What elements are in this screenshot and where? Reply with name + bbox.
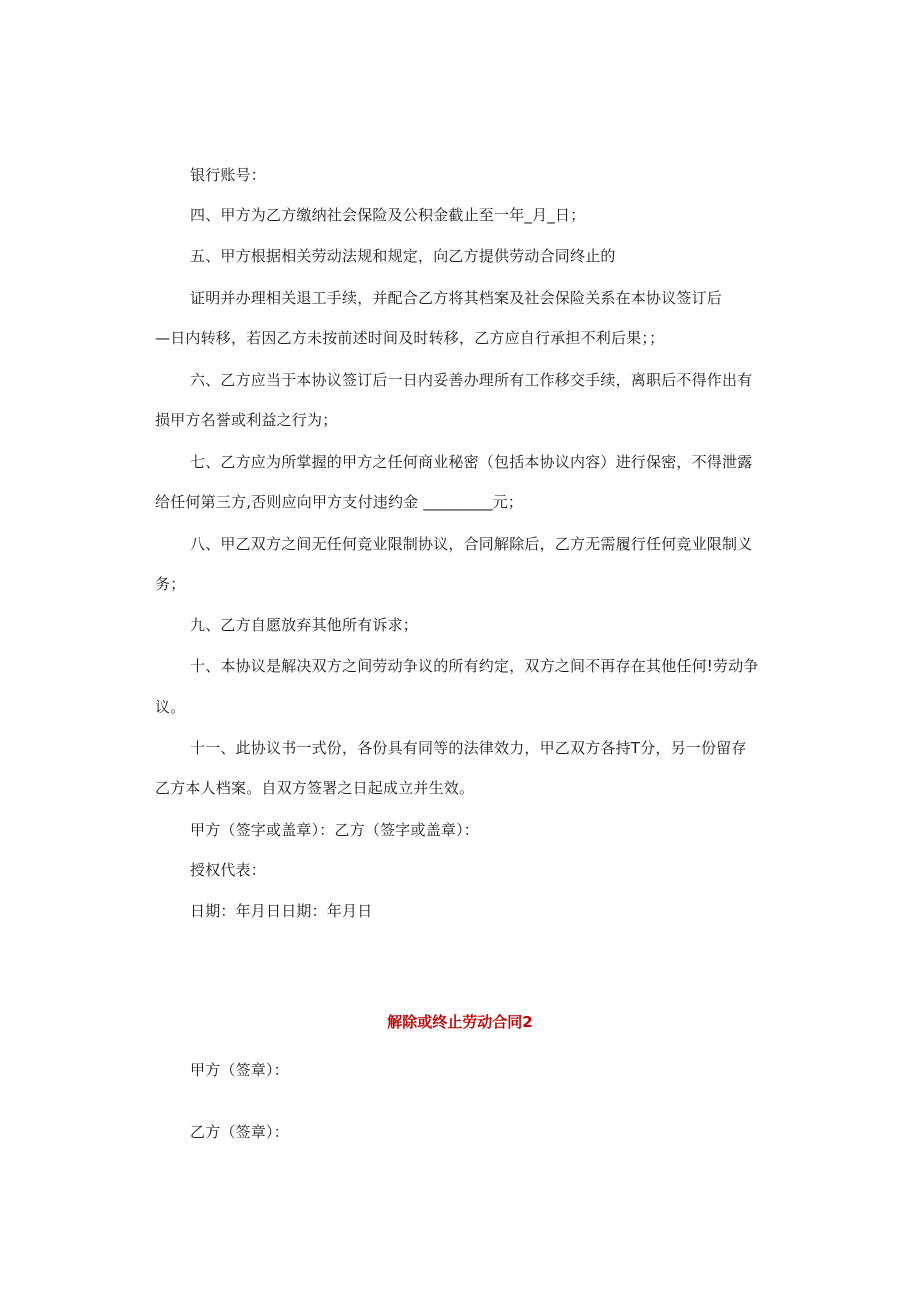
party-b-signature: 乙方（签章）： (190, 1123, 289, 1141)
clause-6-line-1: 六、乙方应当于本协议签订后一日内妥善办理所有工作移交手续，离职后不得作出有 (190, 371, 753, 389)
clause-4: 四、甲方为乙方缴纳社会保险及公积金截止至一年_月_日； (190, 206, 586, 224)
clause-8-line-2: 务； (155, 575, 186, 593)
clause-7-line-1: 七、乙方应为所掌握的甲方之任何商业秘密（包括本协议内容）进行保密，不得泄露 (190, 453, 753, 471)
clause-10-line-1: 十、本协议是解决双方之间劳动争议的所有约定，双方之间不再存在其他任何!劳动争 (190, 657, 759, 675)
clause-11-line-1: 十一、此协议书一式份，各份具有同等的法律效力，甲乙双方各持T分，另一份留存 (190, 739, 747, 757)
clause-11-line-2: 乙方本人档案。自双方签署之日起成立并生效。 (155, 779, 475, 797)
authorized-representative-line: 授权代表： (190, 861, 267, 879)
date-line: 日期：年月日日期：年月日 (190, 902, 373, 920)
clause-5-line-3: —日内转移，若因乙方未按前述时间及时转移，乙方应自行承担不利后果；； (155, 329, 665, 347)
clause-7-line-2: 给任何第三方,否则应向甲方支付违约金 _________元； (155, 493, 524, 511)
clause-5-line-1: 五、甲方根据相关劳动法规和规定，向乙方提供劳动合同终止的 (190, 247, 616, 265)
section-title: 解除或终止劳动合同2 (387, 1013, 533, 1031)
signature-parties-line: 甲方（签字或盖章）：乙方（签字或盖章）： (190, 821, 480, 839)
clause-10-line-2: 议。 (155, 698, 186, 716)
clause-6-line-2: 损甲方名誉或利益之行为； (155, 411, 338, 429)
clause-9: 九、乙方自愿放弃其他所有诉求； (190, 616, 419, 634)
party-a-signature: 甲方（签章）： (190, 1061, 289, 1079)
clause-8-line-1: 八、甲乙双方之间无任何竞业限制协议，合同解除后，乙方无需履行任何竞业限制义 (190, 535, 753, 553)
bank-account-line: 银行账号： (190, 166, 267, 184)
clause-5-line-2: 证明并办理相关退工手续，并配合乙方将其档案及社会保险关系在本协议签订后 (190, 289, 723, 307)
